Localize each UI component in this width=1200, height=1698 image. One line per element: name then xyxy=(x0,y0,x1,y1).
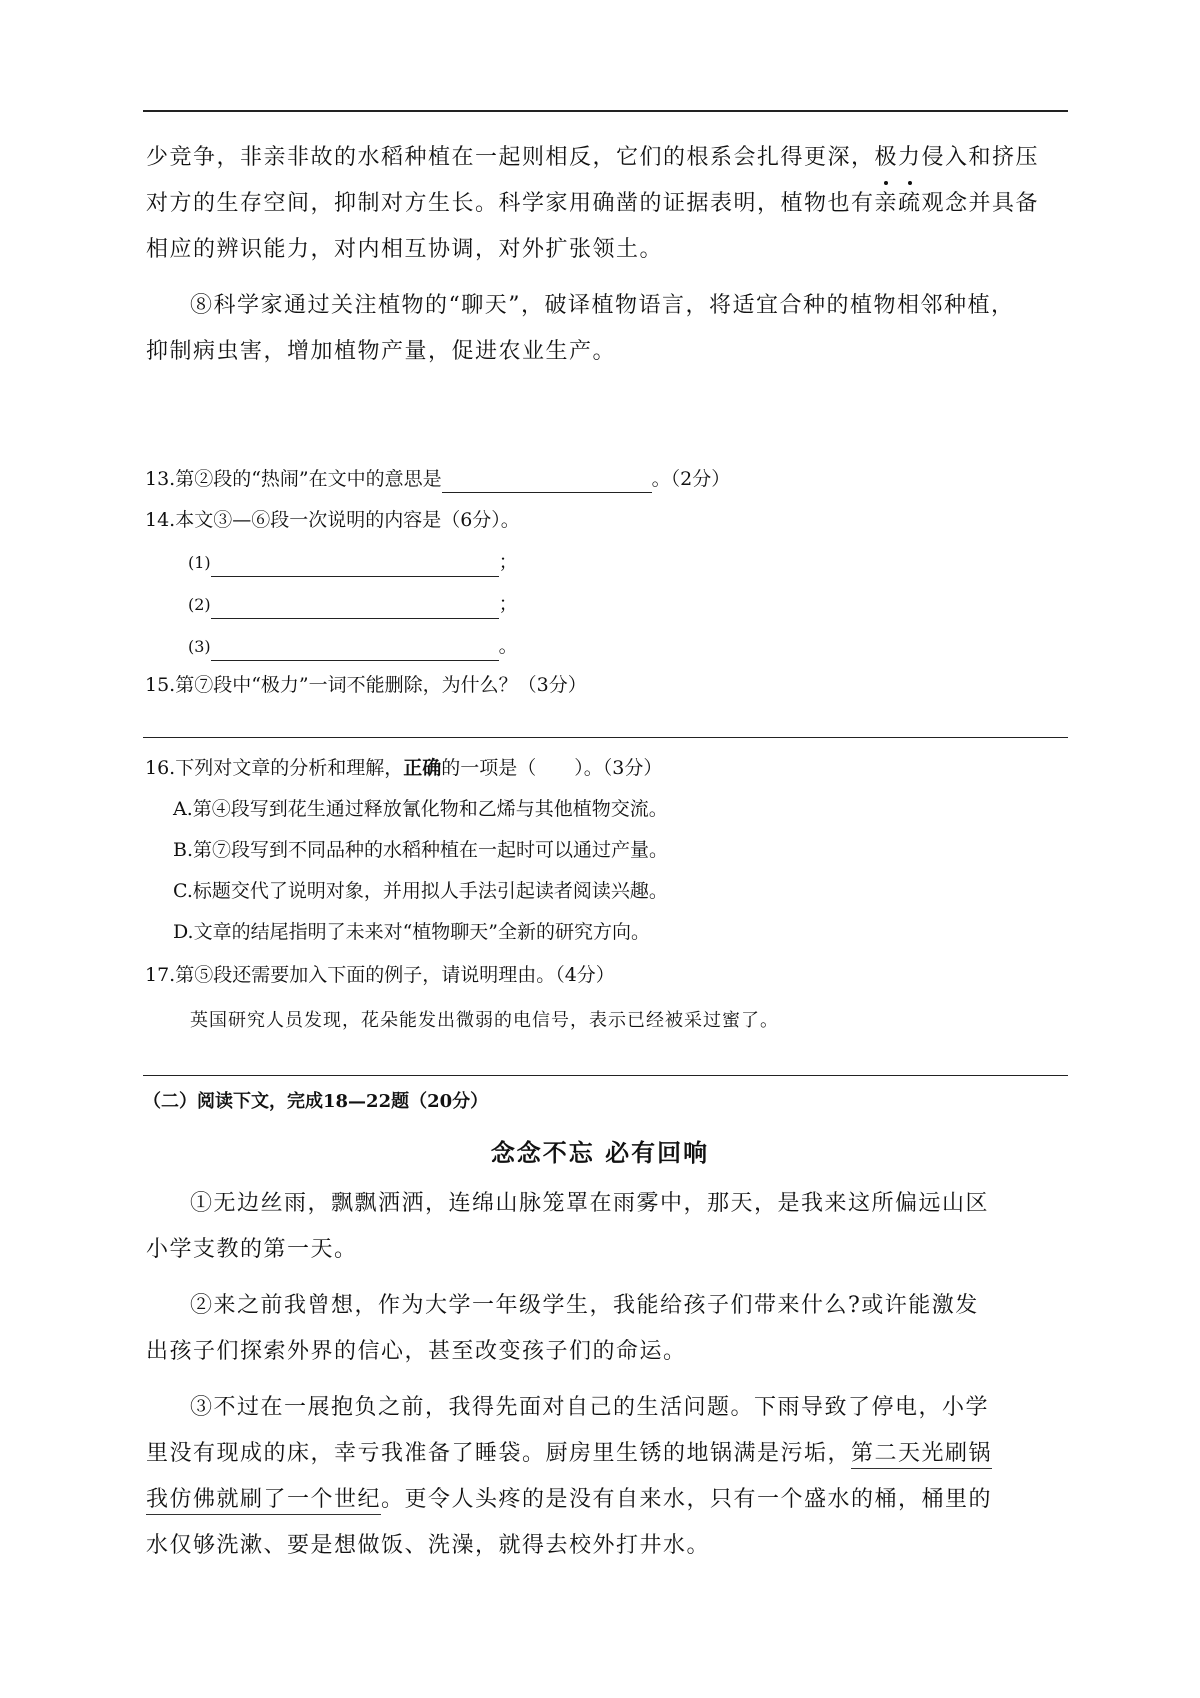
question-16-points: 的一项是（ ）。（3分） xyxy=(441,757,663,779)
article-p3-line-1: ③不过在一展抱负之前，我得先面对自己的生活问题。下雨导致了停电，小学 xyxy=(190,1395,990,1420)
dotted-word xyxy=(875,135,922,181)
question-16 xyxy=(145,754,662,782)
item-label: (3) xyxy=(188,637,211,656)
question-17: 17.第⑤段还需要加入下面的例子，请说明理由。（4分） xyxy=(145,964,615,986)
article-p3-line-3 xyxy=(146,1477,1070,1523)
article-title: 念念不忘 必有回响 xyxy=(490,1138,710,1167)
q14-item-3 xyxy=(188,632,518,661)
option-c: C.标题交代了说明对象，并用拟人手法引起读者阅读兴趣。 xyxy=(173,880,668,902)
answer-line[interactable] xyxy=(143,737,1068,738)
question-13 xyxy=(145,465,730,493)
underlined-sentence: 我仿佛就刷了一个世纪 xyxy=(146,1487,381,1515)
option-a: A.第④段写到花生通过释放氰化物和乙烯与其他植物交流。 xyxy=(173,798,668,820)
section-heading: （二）阅读下文，完成18—22题（20分） xyxy=(143,1091,489,1112)
item-label: (1) xyxy=(188,553,211,572)
answer-blank[interactable] xyxy=(211,638,499,661)
article-text: 里没有现成的床，幸亏我准备了睡袋。厨房里生锈的地锅满是污垢， xyxy=(146,1441,852,1466)
underlined-sentence: 第二天光刷锅 xyxy=(851,1441,992,1469)
passage-text: 少竞争，非亲非故的水稻种植在一起则相反，它们的根系会扎得更深， xyxy=(146,145,875,170)
article-p2-line-2: 出孩子们探索外界的信心，甚至改变孩子们的命运。 xyxy=(146,1339,687,1364)
passage-text: 侵入和挤压 xyxy=(921,145,1040,170)
answer-blank[interactable] xyxy=(211,554,499,577)
question-16-emphasis: 正确 xyxy=(403,757,442,779)
option-b: B.第⑦段写到不同品种的水稻种植在一起时可以通过产量。 xyxy=(173,839,669,861)
article-p3-line-4: 水仅够洗漱、要是想做饭、洗澡，就得去校外打井水。 xyxy=(146,1533,711,1558)
item-punct: 。 xyxy=(498,635,518,657)
answer-blank[interactable] xyxy=(211,596,499,619)
question-13-text: 13.第②段的“热闹”在文中的意思是 xyxy=(145,468,442,490)
item-punct: ； xyxy=(498,551,518,573)
article-p3-line-2 xyxy=(146,1431,1070,1477)
paragraph-8-line-2: 抑制病虫害，增加植物产量，促进农业生产。 xyxy=(146,339,617,364)
article-p1-line-1: ①无边丝雨，飘飘洒洒，连绵山脉笼罩在雨雾中，那天，是我来这所偏远山区 xyxy=(190,1191,990,1216)
paragraph-8-line-1: ⑧科学家通过关注植物的“聊天”，破译植物语言，将适宜合种的植物相邻种植， xyxy=(190,293,1015,318)
article-p1-line-2: 小学支教的第一天。 xyxy=(146,1237,358,1262)
option-d: D.文章的结尾指明了未来对“植物聊天”全新的研究方向。 xyxy=(173,921,651,943)
passage-line-2: 对方的生存空间，抑制对方生长。科学家用确凿的证据表明，植物也有亲疏观念并具备 xyxy=(146,191,1040,216)
question-17-example: 英国研究人员发现，花朵能发出微弱的电信号，表示已经被采过蜜了。 xyxy=(190,1010,779,1031)
question-16-text: 16.下列对文章的分析和理解， xyxy=(145,757,404,779)
answer-blank[interactable] xyxy=(442,468,652,493)
answer-line[interactable] xyxy=(143,1075,1068,1076)
dotted-word-text: 极力 xyxy=(874,145,922,170)
passage-line-1 xyxy=(146,135,1070,181)
q14-item-1 xyxy=(188,548,518,577)
article-text: 。更令人头疼的是没有自来水，只有一个盛水的桶，桶里的 xyxy=(381,1487,993,1512)
item-punct: ； xyxy=(498,593,518,615)
question-13-points: 。（2分） xyxy=(651,468,731,490)
passage-line-3: 相应的辨识能力，对内相互协调，对外扩张领土。 xyxy=(146,237,664,262)
q14-item-2 xyxy=(188,590,518,619)
question-14: 14.本文③—⑥段一次说明的内容是（6分）。 xyxy=(145,509,520,531)
question-15: 15.第⑦段中“极力”一词不能删除，为什么？（3分） xyxy=(145,674,587,696)
header-rule xyxy=(143,110,1068,112)
item-label: (2) xyxy=(188,595,211,614)
article-p2-line-1: ②来之前我曾想，作为大学一年级学生，我能给孩子们带来什么?或许能激发 xyxy=(190,1293,979,1318)
